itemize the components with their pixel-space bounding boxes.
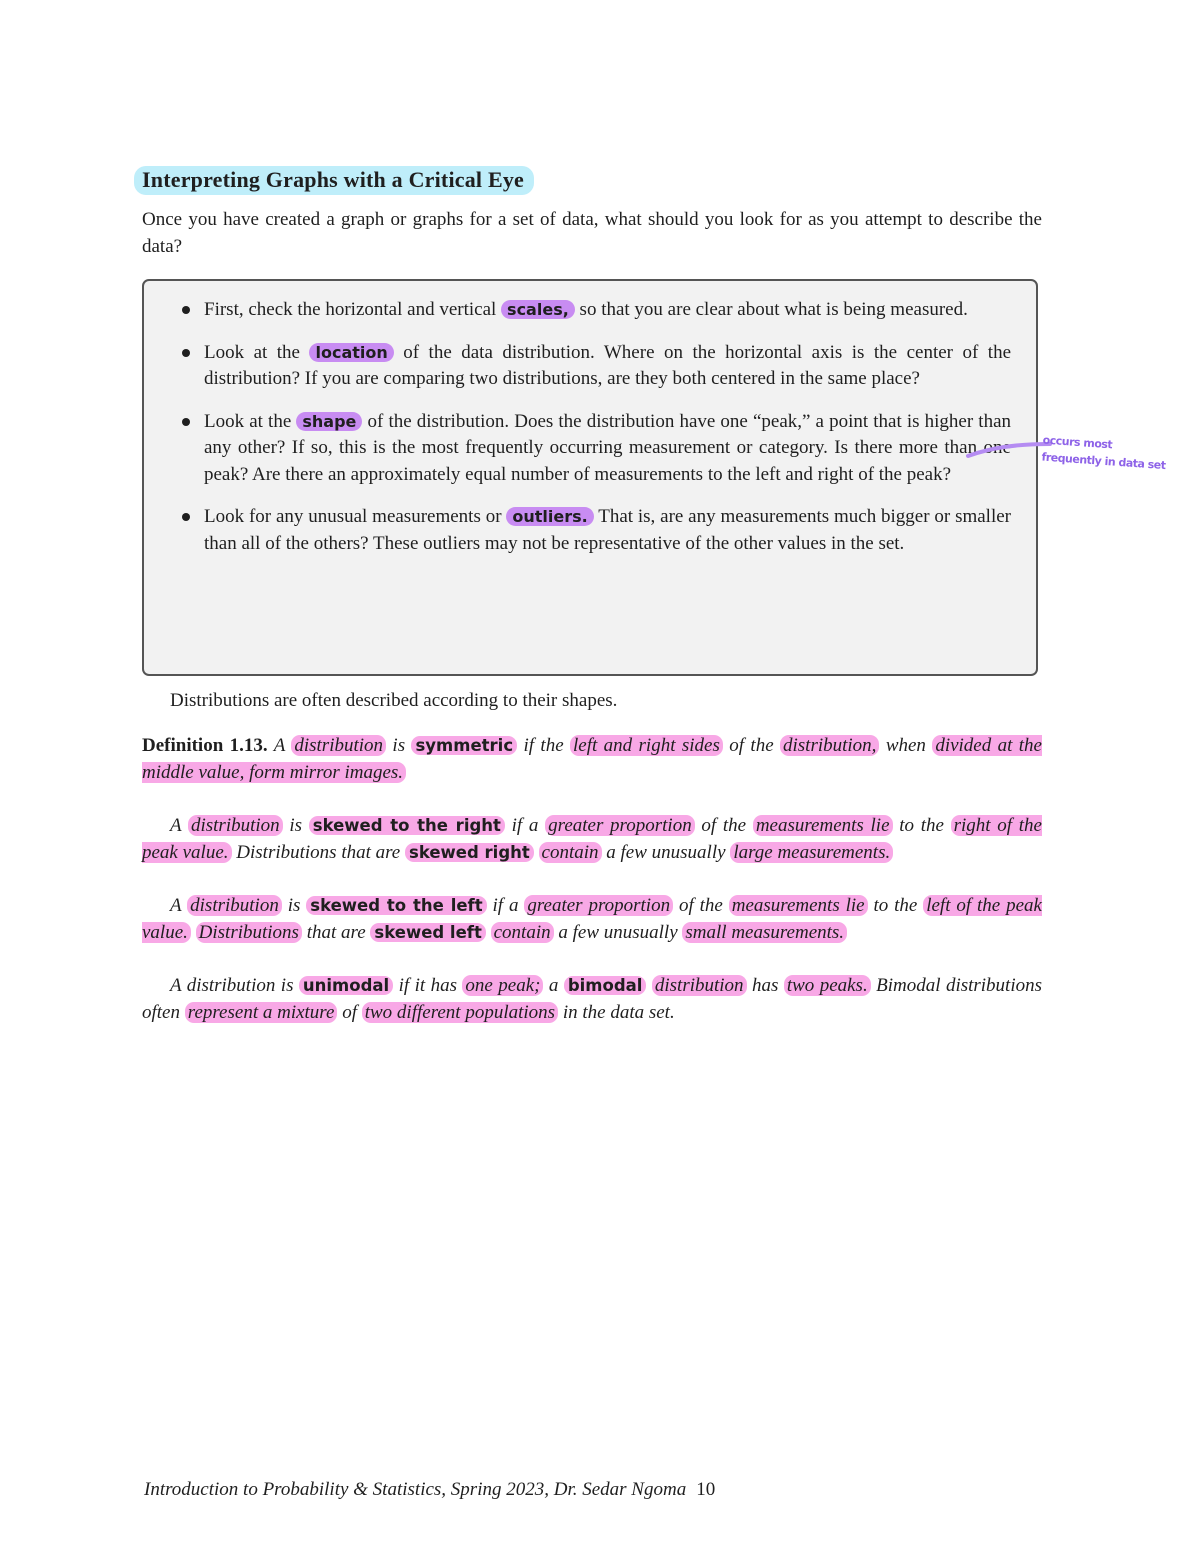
- def-text: if a: [504, 815, 546, 836]
- def-text: Bimodal distributions often: [142, 975, 1043, 1023]
- def-highlight: represent a mixture: [185, 1002, 338, 1023]
- highlight-shape: shape: [296, 412, 362, 431]
- def-text: A distribution is: [170, 975, 299, 996]
- term-bimodal: bimodal: [564, 976, 647, 995]
- term-skewed-right-short: skewed right: [405, 843, 534, 862]
- definition-modal: [142, 973, 1042, 1026]
- def-text: in the data set.: [558, 1001, 675, 1023]
- def-text: [534, 842, 539, 863]
- term-skewed-left: skewed to the left: [306, 896, 486, 915]
- def-text: if the: [517, 735, 571, 756]
- def-text: of the: [673, 895, 729, 916]
- bullet-icon: [182, 349, 190, 357]
- def-text: a few unusually: [601, 841, 731, 863]
- definition-label: Definition 1.13.: [142, 735, 268, 756]
- def-text: to the: [867, 895, 924, 916]
- def-text: if it has: [393, 975, 463, 996]
- bullet-text: of the data distribution. Where on the horizontal axis is the center of the distribution? If you are comparing two distributions, are they both centered in the same place?: [204, 341, 1012, 389]
- highlight-outliers: outliers.: [506, 507, 593, 526]
- list-item: [204, 409, 1011, 489]
- bullet-text: so that you are clear about what is being measured.: [574, 299, 968, 320]
- def-highlight: distribution: [188, 815, 283, 836]
- def-text: when: [879, 735, 933, 756]
- def-highlight: distribution: [652, 975, 747, 996]
- term-unimodal: unimodal: [299, 976, 393, 995]
- def-text: Distributions that are: [231, 841, 405, 863]
- def-text: of the: [722, 735, 780, 756]
- def-text: of the: [694, 815, 753, 836]
- def-highlight: Distributions: [196, 922, 302, 943]
- def-highlight: large measurements.: [730, 842, 893, 863]
- def-highlight: measurements lie: [753, 815, 893, 836]
- def-text: of: [337, 1001, 362, 1023]
- def-text: to the: [892, 815, 951, 836]
- def-text: is: [386, 735, 412, 756]
- list-item: [204, 340, 1011, 393]
- term-skewed-left-short: skewed left: [370, 923, 485, 942]
- def-highlight: two peaks.: [784, 975, 871, 996]
- list-item: [204, 297, 1011, 324]
- highlight-location: location: [309, 343, 393, 362]
- def-text: a few unusually: [553, 921, 683, 943]
- bullet-text: That is, are any measurements much bigger or smaller than all of the others? These outliers may not be representative of the other values in the set.: [204, 506, 1012, 554]
- distributions-intro: Distributions are often described according to their shapes.: [170, 690, 618, 711]
- bullet-icon: [182, 513, 190, 521]
- def-highlight: greater proportion: [524, 895, 673, 916]
- checklist-box: [142, 279, 1038, 676]
- bullet-icon: [182, 418, 190, 426]
- def-text: [191, 922, 196, 943]
- footer-text: Introduction to Probability & Statistics, Spring 2023, Dr. Sedar Ngoma: [144, 1479, 687, 1500]
- def-highlight: two different populations: [362, 1002, 558, 1023]
- highlight-scales: scales,: [501, 300, 575, 319]
- term-symmetric: symmetric: [411, 736, 517, 755]
- bullet-text: Look at the: [204, 410, 297, 432]
- definition-symmetric: [142, 733, 1042, 786]
- def-text: that are: [301, 921, 371, 943]
- def-highlight: contain: [539, 842, 602, 863]
- def-text: if a: [486, 895, 525, 916]
- def-highlight: left of the peak value.: [142, 895, 1042, 943]
- handwritten-annotation: occurs most frequently in data set: [1041, 433, 1166, 473]
- def-highlight: small measurements.: [682, 922, 847, 943]
- list-item: [204, 504, 1011, 557]
- def-text: [486, 922, 491, 943]
- section-heading: Interpreting Graphs with a Critical Eye: [134, 166, 534, 195]
- def-text: is: [282, 815, 309, 836]
- bullet-text: First, check the horizontal and vertical: [204, 299, 502, 320]
- def-highlight: right of the peak value.: [142, 815, 1042, 863]
- def-text: is: [281, 895, 307, 916]
- def-highlight: distribution: [187, 895, 282, 916]
- def-highlight: greater proportion: [545, 815, 695, 836]
- def-text: A: [170, 895, 188, 916]
- bullet-text: Look for any unusual measurements or: [204, 506, 507, 527]
- def-text: has: [746, 975, 784, 996]
- def-highlight: distribution: [291, 735, 386, 756]
- term-skewed-right: skewed to the right: [309, 816, 505, 835]
- intro-paragraph: Once you have created a graph or graphs for a set of data, what should you look for as you attempt to describe the data?: [142, 209, 1042, 257]
- def-highlight: distribution,: [780, 735, 879, 756]
- def-text: a: [543, 975, 564, 996]
- definition-skewed-left: [142, 893, 1042, 946]
- def-text: A: [170, 815, 188, 836]
- def-highlight: one peak;: [462, 975, 543, 996]
- bullet-icon: [182, 306, 190, 314]
- checklist: [204, 297, 1011, 573]
- definition-skewed-right: [142, 813, 1042, 866]
- def-text: A: [273, 735, 292, 756]
- bullet-text: Look at the: [204, 341, 310, 363]
- def-highlight: contain: [491, 922, 554, 943]
- def-highlight: left and right sides: [570, 735, 723, 756]
- def-highlight: divided at the middle value, form mirror images.: [142, 735, 1042, 783]
- page-footer: [144, 1479, 715, 1501]
- definition-block: [142, 733, 1042, 1053]
- page-number: 10: [696, 1479, 716, 1500]
- def-highlight: measurements lie: [729, 895, 868, 916]
- bullet-text: of the distribution. Does the distribution have one “peak,” a point that is higher than any other? If so, this is the most frequently occurring measurement or category. Is there more than one peak? Are there an approximately equal number of measurements to the left and right of the peak?: [204, 410, 1012, 485]
